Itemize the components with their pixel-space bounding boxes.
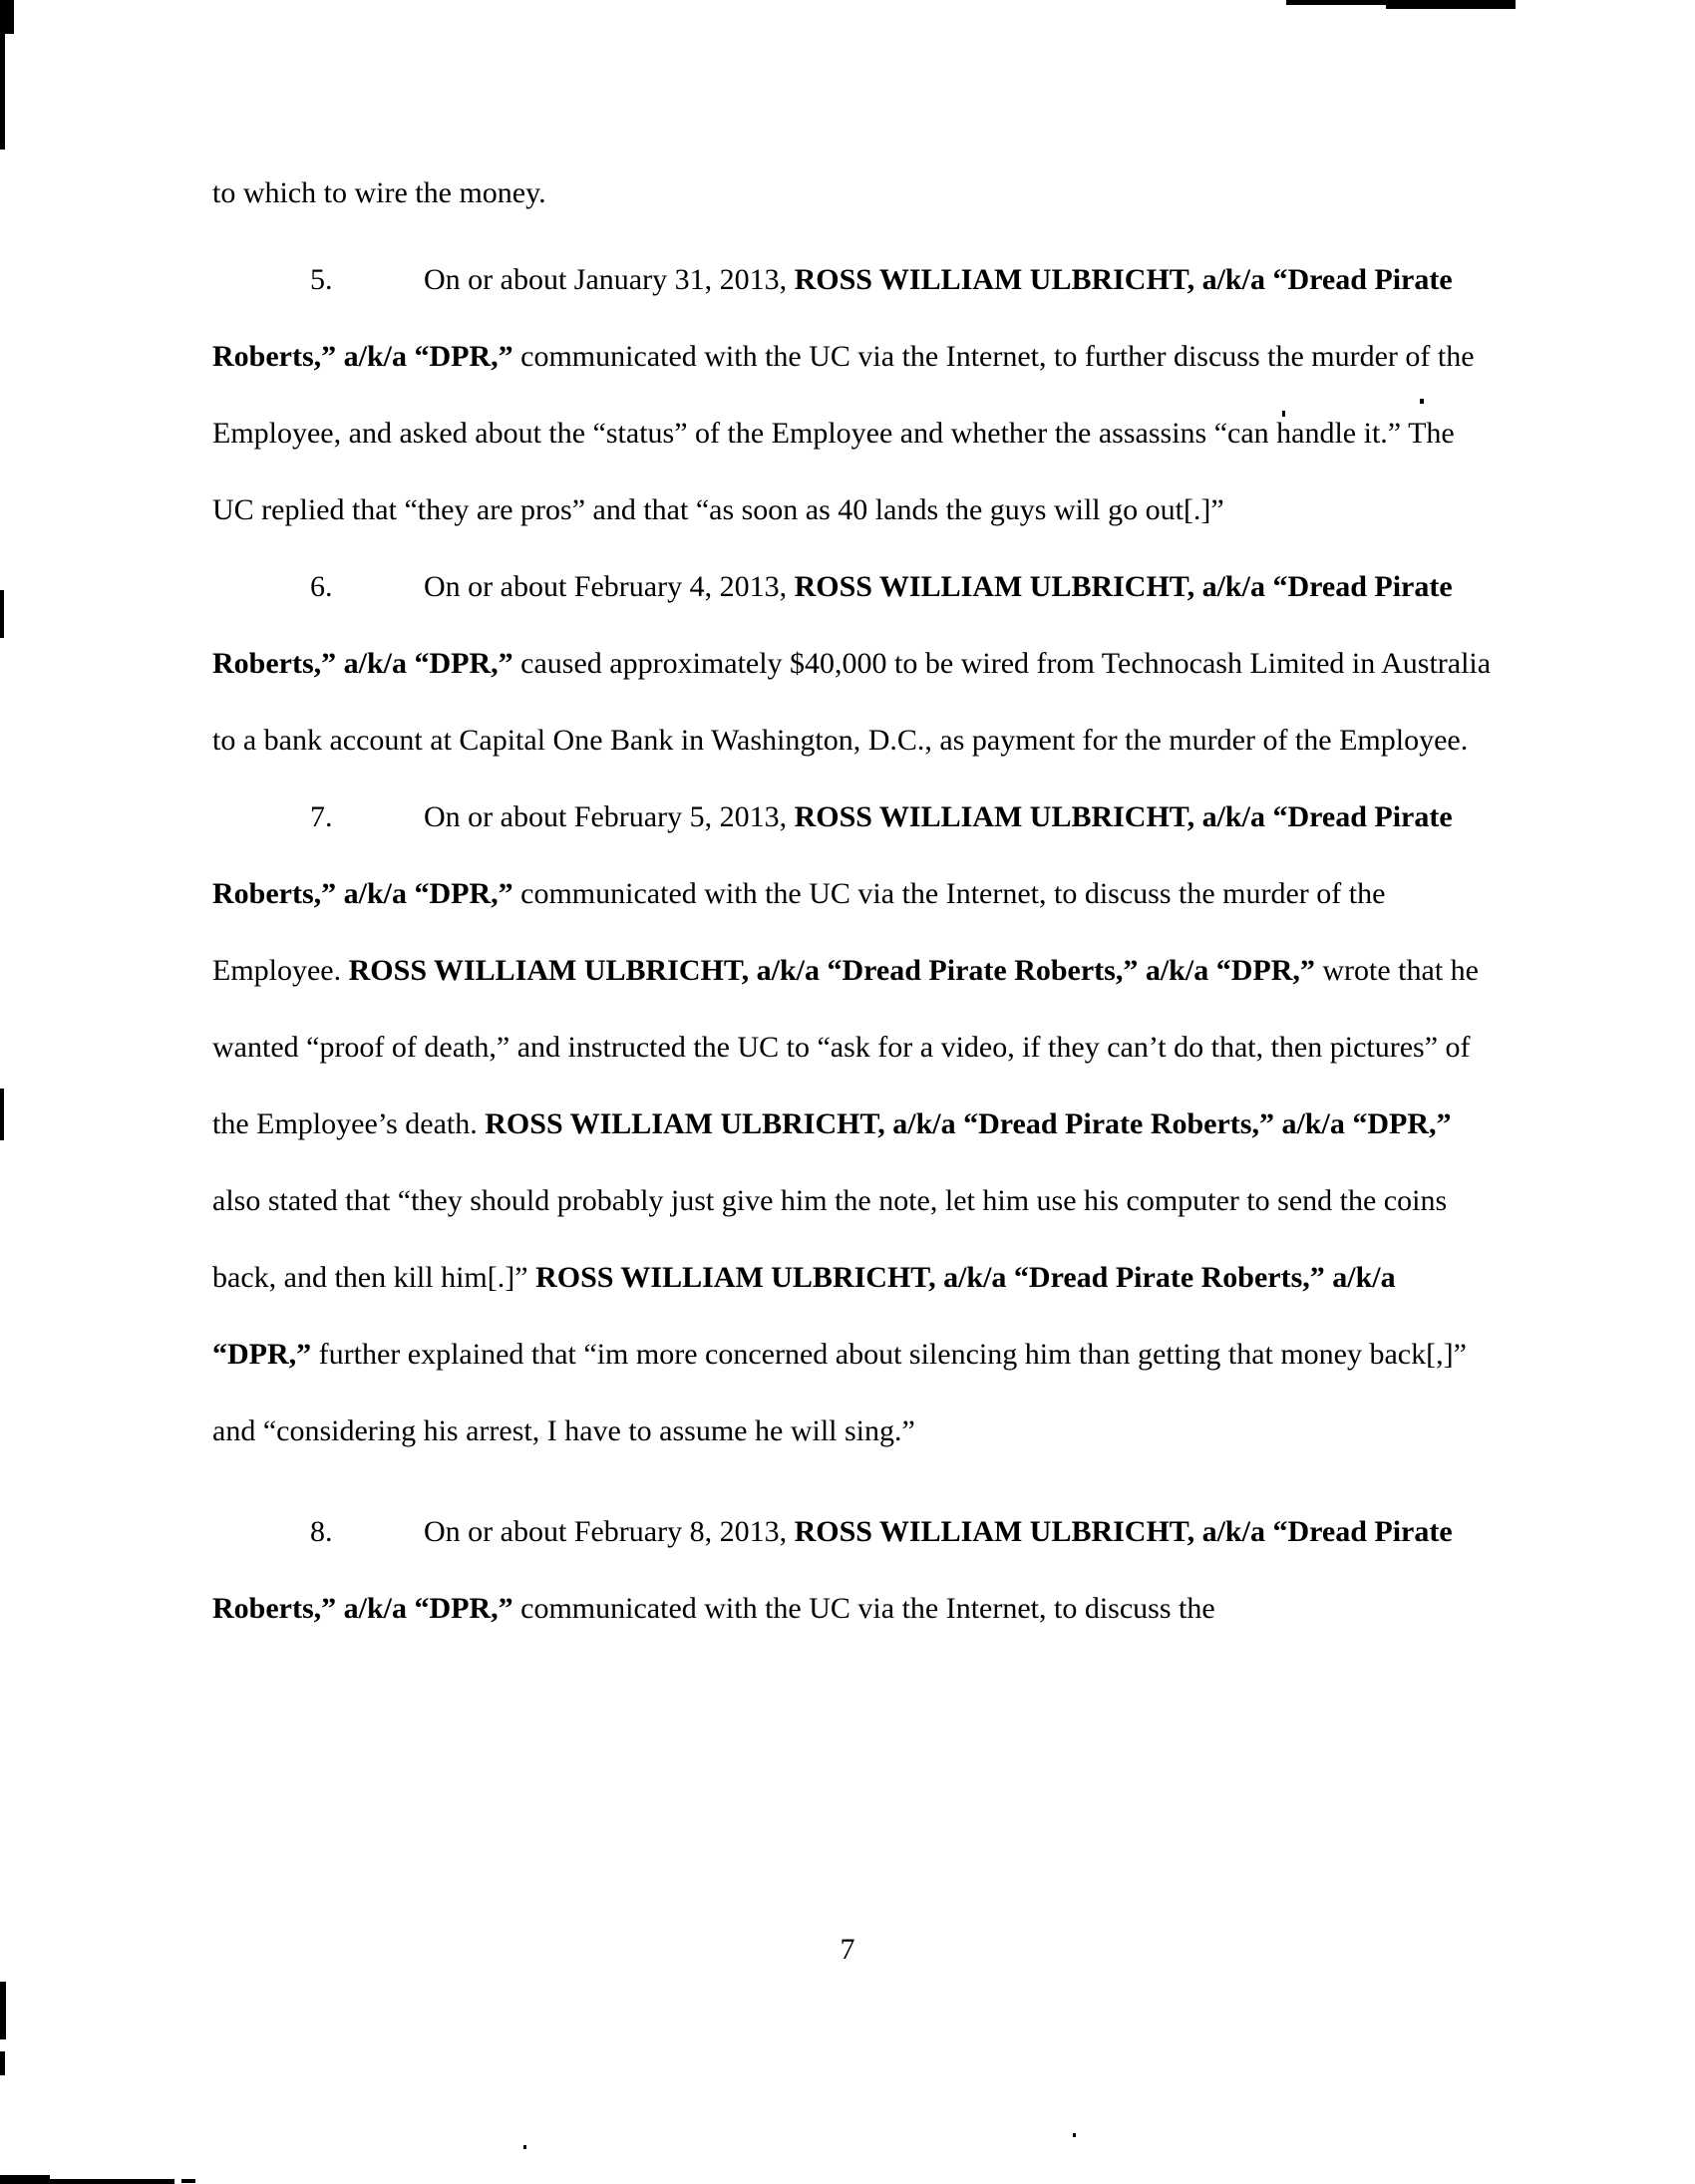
paragraph-8 — [212, 1493, 1501, 1647]
scan-artifact-left-edge — [0, 1982, 6, 2039]
paragraph-number: 5. — [310, 263, 333, 296]
body-text: further explained that “im more concerned about silencing him than getting that money back[,]” and “considering his arrest, I have to assume he will sing.” — [212, 1338, 1467, 1447]
body-text: On or about February 5, 2013, — [424, 800, 795, 833]
scan-artifact-top-left-block — [0, 0, 14, 34]
continuation-text: to which to wire the money. — [212, 176, 546, 209]
document-body — [212, 155, 1501, 1647]
body-text: wrote that he wanted “proof of death,” and instructed the UC to “ask for a video, if they can’t do that, then pictures” of the Employee’s death. — [212, 954, 1479, 1140]
body-text: On or about January 31, 2013, — [424, 263, 795, 296]
paragraphs — [212, 241, 1501, 1647]
body-text: communicated with the UC via the Internet, to further discuss the murder of the Employee, and asked about the “status” of the Employee and whether the assassins “can handle it.” The UC replied that “they are pros” and that “as soon as 40 lands the guys will go out[.]” — [212, 340, 1475, 526]
defendant-name-bold: ROSS WILLIAM ULBRICHT, a/k/a “Dread Pirate Roberts,” a/k/a “DPR,” — [348, 954, 1315, 987]
paragraph-number: 7. — [310, 800, 333, 833]
body-text: communicated with the UC via the Internet, to discuss the murder of the Employee. — [212, 877, 1386, 987]
paragraph-6 — [212, 548, 1501, 779]
scan-artifact-top-left-strip — [0, 30, 5, 150]
scan-artifact-left-edge — [0, 1089, 4, 1140]
page-number: 7 — [840, 1933, 855, 1966]
scan-artifact-left-edge — [0, 2051, 5, 2075]
body-text: On or about February 8, 2013, — [424, 1515, 795, 1548]
scan-artifact-top-right-line — [1386, 0, 1516, 9]
paragraph-number: 6. — [310, 570, 333, 603]
scan-artifact-bottom-line — [181, 2179, 195, 2183]
body-text: communicated with the UC via the Internet, to discuss the — [512, 1592, 1215, 1625]
scan-artifact-bottom-line — [0, 2179, 174, 2184]
defendant-name-bold: ROSS WILLIAM ULBRICHT, a/k/a “Dread Pirate Roberts,” a/k/a “DPR,” — [212, 263, 1453, 373]
defendant-name-bold: ROSS WILLIAM ULBRICHT, a/k/a “Dread Pirate Roberts,” a/k/a “DPR,” — [212, 1515, 1453, 1625]
paragraph-7 — [212, 779, 1501, 1469]
paragraph-5 — [212, 241, 1501, 548]
defendant-name-bold: ROSS WILLIAM ULBRICHT, a/k/a “Dread Pirate Roberts,” a/k/a “DPR,” — [212, 570, 1453, 680]
defendant-name-bold: ROSS WILLIAM ULBRICHT, a/k/a “Dread Pirate Roberts,” a/k/a “DPR,” — [212, 800, 1453, 910]
scan-artifact-speck — [1073, 2133, 1076, 2137]
defendant-name-bold: ROSS WILLIAM ULBRICHT, a/k/a “Dread Pirate Roberts,” a/k/a “DPR,” — [485, 1107, 1452, 1140]
scan-artifact-speck — [523, 2145, 526, 2149]
scan-artifact-left-edge — [0, 590, 4, 638]
body-text: On or about February 4, 2013, — [424, 570, 795, 603]
body-text: caused approximately $40,000 to be wired from Technocash Limited in Australia to a bank account at Capital One Bank in Washington, D.C., as payment for the murder of the Employee. — [212, 647, 1492, 757]
defendant-name-bold: ROSS WILLIAM ULBRICHT, a/k/a “Dread Pirate Roberts,” a/k/a “DPR,” — [212, 1261, 1396, 1371]
body-text: also stated that “they should probably just give him the note, let him use his computer to send the coins back, and then kill him[.]” — [212, 1184, 1448, 1294]
paragraph-number: 8. — [310, 1515, 333, 1548]
